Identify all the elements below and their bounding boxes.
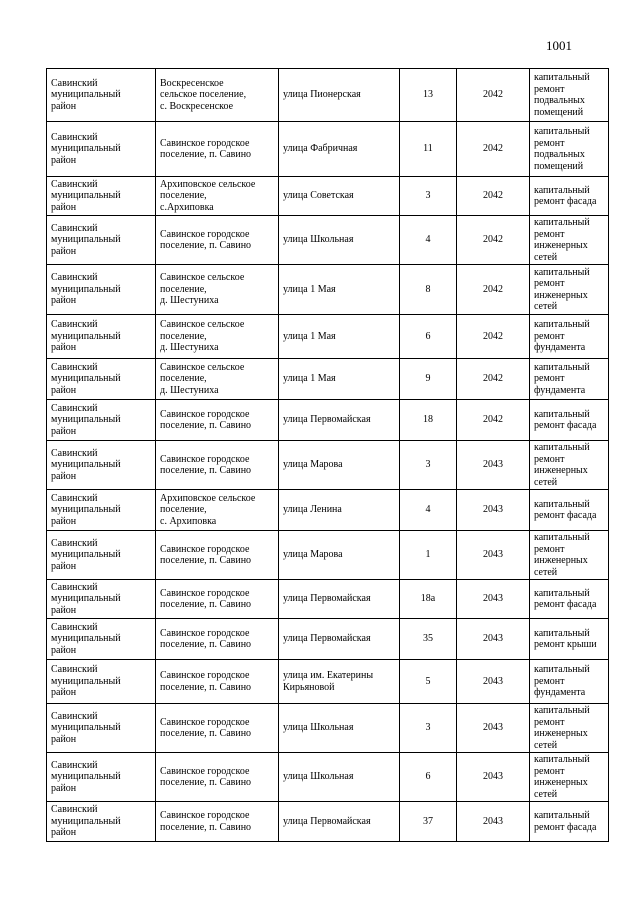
settlement-cell (156, 580, 279, 619)
settlement-line: поселение, п. Савино (160, 599, 252, 610)
district-line: муниципальный (51, 414, 121, 426)
district-cell (47, 359, 156, 400)
street-cell (279, 122, 400, 177)
year-cell: 2042 (457, 69, 530, 122)
district-line: Савинский (51, 759, 98, 771)
work-type-line: капитальный (534, 705, 590, 716)
district-cell (47, 704, 156, 753)
street-cell (279, 704, 400, 753)
settlement-cell (156, 400, 279, 441)
district-line: муниципальный (51, 593, 121, 605)
settlement-line: поселение, (160, 283, 207, 295)
table-row (47, 802, 609, 842)
district-line: Савинский (51, 402, 98, 414)
settlement-line: Воскресенское (160, 77, 224, 89)
street-line: улица Ленина (283, 504, 342, 516)
work-type-line: фундамента (534, 342, 586, 354)
table-row (47, 69, 609, 122)
district-line: Савинский (51, 621, 98, 633)
settlement-cell (156, 531, 279, 580)
work-type-line: помещений (534, 106, 584, 118)
district-line: Савинский (51, 222, 98, 234)
settlement-line: Савинское городское (160, 765, 250, 777)
settlement-line: поселение, (160, 330, 207, 342)
work-type-line: ремонт (534, 137, 565, 149)
work-type-line: ремонт (534, 765, 565, 777)
settlement-cell (156, 441, 279, 490)
work-type-line: инженерных (534, 777, 588, 788)
street-line: улица Фабричная (283, 143, 358, 155)
settlement-cell (156, 265, 279, 315)
street-line: улица 1 Мая (283, 330, 336, 342)
settlement-line: д. Шестуниха (160, 384, 219, 396)
street-cell (279, 69, 400, 122)
settlement-line: Савинское городское (160, 627, 250, 639)
work-type-cell (530, 531, 609, 580)
district-cell (47, 69, 156, 122)
work-type-line: капитальный (534, 217, 590, 228)
year-cell: 2043 (457, 802, 530, 842)
district-line: район (51, 782, 77, 794)
work-type-cell (530, 265, 609, 315)
settlement-line: Савинское городское (160, 670, 250, 681)
table-row (47, 315, 609, 359)
settlement-cell (156, 490, 279, 531)
district-cell (47, 400, 156, 441)
work-type-line: ремонт (534, 83, 565, 95)
work-type-line: капитальный (534, 532, 590, 543)
house-number-cell: 18 (400, 400, 457, 441)
work-type-line: ремонт (534, 716, 565, 728)
settlement-cell (156, 122, 279, 177)
district-cell (47, 580, 156, 619)
work-type-cell (530, 216, 609, 265)
district-cell (47, 531, 156, 580)
settlement-line: поселение, п. Савино (160, 639, 252, 650)
district-line: Савинский (51, 131, 98, 143)
work-type-line: фундамента (534, 384, 586, 396)
street-cell (279, 359, 400, 400)
district-line: район (51, 604, 77, 616)
house-number-cell: 3 (400, 441, 457, 490)
settlement-cell (156, 619, 279, 660)
year-cell: 2042 (457, 177, 530, 216)
settlement-cell (156, 660, 279, 704)
district-line: Савинский (51, 447, 98, 459)
district-line: район (51, 733, 77, 745)
street-line: улица Советская (283, 190, 354, 202)
street-cell (279, 531, 400, 580)
district-line: Савинский (51, 581, 98, 593)
settlement-line: сельское поселение, (160, 89, 247, 101)
settlement-line: поселение, п. Савино (160, 728, 252, 739)
work-type-cell (530, 580, 609, 619)
work-type-cell (530, 619, 609, 660)
work-type-line: сетей (534, 566, 558, 578)
year-cell: 2043 (457, 441, 530, 490)
settlement-line: поселение, п. Савино (160, 240, 252, 251)
district-line: муниципальный (51, 190, 121, 202)
district-line: Савинский (51, 319, 98, 331)
table-row (47, 580, 609, 619)
work-type-line: ремонт (534, 278, 565, 289)
settlement-line: поселение, (160, 373, 207, 385)
settlement-line: поселение, п. Савино (160, 821, 252, 833)
house-number-cell: 5 (400, 660, 457, 704)
settlement-line: Савинское городское (160, 587, 250, 599)
work-type-line: инженерных (534, 289, 588, 301)
district-line: Савинский (51, 361, 98, 373)
district-line: муниципальный (51, 89, 121, 101)
district-line: муниципальный (51, 675, 121, 687)
settlement-line: с. Воскресенское (160, 100, 234, 112)
table-row (47, 704, 609, 753)
settlement-cell (156, 753, 279, 802)
settlement-line: д. Шестуниха (160, 342, 219, 354)
year-cell: 2042 (457, 315, 530, 359)
street-cell (279, 802, 400, 842)
house-number-cell: 37 (400, 802, 457, 842)
settlement-line: Архиповское сельское (160, 178, 256, 190)
work-type-line: подвальных (534, 149, 585, 160)
district-line: Савинский (51, 77, 98, 89)
repair-schedule-table (46, 68, 609, 842)
work-type-cell (530, 441, 609, 490)
year-cell: 2043 (457, 531, 530, 580)
settlement-cell (156, 177, 279, 216)
settlement-line: Савинское городское (160, 716, 250, 728)
district-cell (47, 660, 156, 704)
district-line: Савинский (51, 178, 98, 190)
work-type-cell (530, 69, 609, 122)
house-number-cell: 3 (400, 177, 457, 216)
table-row (47, 400, 609, 441)
settlement-line: с. Архиповка (160, 515, 217, 527)
street-line: улица 1 Мая (283, 283, 336, 295)
house-number-cell: 8 (400, 265, 457, 315)
street-line: улица Школьная (283, 234, 354, 246)
house-number-cell: 11 (400, 122, 457, 177)
work-type-line: ремонт фасада (534, 510, 597, 521)
district-line: район (51, 687, 77, 699)
settlement-line: Савинское сельское (160, 361, 245, 373)
district-line: муниципальный (51, 330, 121, 342)
district-line: муниципальный (51, 633, 121, 645)
table-row (47, 660, 609, 704)
year-cell: 2042 (457, 216, 530, 265)
house-number-cell: 1 (400, 531, 457, 580)
work-type-line: капитальный (534, 627, 590, 639)
district-line: район (51, 154, 77, 166)
house-number-cell: 35 (400, 619, 457, 660)
year-cell: 2043 (457, 660, 530, 704)
work-type-line: капитальный (534, 810, 590, 821)
house-number-cell: 13 (400, 69, 457, 122)
street-cell (279, 265, 400, 315)
settlement-cell (156, 704, 279, 753)
settlement-line: Савинское городское (160, 137, 250, 149)
year-cell: 2042 (457, 400, 530, 441)
table-body (47, 69, 609, 842)
work-type-cell (530, 122, 609, 177)
district-line: муниципальный (51, 771, 121, 783)
work-type-line: капитальный (534, 587, 590, 599)
work-type-line: капитальный (534, 442, 590, 453)
settlement-cell (156, 359, 279, 400)
district-line: муниципальный (51, 283, 121, 295)
year-cell: 2043 (457, 753, 530, 802)
district-cell (47, 619, 156, 660)
district-cell (47, 315, 156, 359)
street-line: улица Школьная (283, 722, 354, 734)
table-row (47, 490, 609, 531)
work-type-line: капитальный (534, 266, 590, 278)
year-cell: 2043 (457, 619, 530, 660)
work-type-line: капитальный (534, 126, 590, 137)
district-cell (47, 753, 156, 802)
district-line: район (51, 470, 77, 482)
street-cell (279, 315, 400, 359)
table-row (47, 177, 609, 216)
district-line: муниципальный (51, 143, 121, 155)
work-type-line: ремонт фасада (534, 420, 597, 431)
work-type-cell (530, 315, 609, 359)
street-line: улица Первомайская (283, 414, 371, 426)
house-number-cell: 4 (400, 216, 457, 265)
street-line: улица Первомайская (283, 815, 371, 827)
settlement-cell (156, 69, 279, 122)
district-line: муниципальный (51, 234, 121, 246)
year-cell: 2042 (457, 265, 530, 315)
district-cell (47, 490, 156, 531)
table-row (47, 441, 609, 490)
year-cell: 2043 (457, 704, 530, 753)
work-type-line: капитальный (534, 664, 590, 676)
settlement-line: д. Шестуниха (160, 295, 219, 307)
street-line: улица Первомайская (283, 633, 371, 645)
street-cell (279, 441, 400, 490)
page-number: 1001 (546, 38, 572, 53)
work-type-line: капитальный (534, 319, 590, 331)
work-type-line: ремонт (534, 543, 565, 555)
street-line: улица Первомайская (283, 593, 371, 605)
work-type-cell (530, 400, 609, 441)
district-line: муниципальный (51, 815, 121, 827)
street-cell (279, 177, 400, 216)
house-number-cell: 4 (400, 490, 457, 531)
work-type-line: капитальный (534, 184, 590, 196)
work-type-line: фундамента (534, 687, 586, 699)
district-cell (47, 265, 156, 315)
work-type-line: инженерных (534, 240, 588, 251)
street-line: улица Марова (283, 549, 343, 561)
house-number-cell: 6 (400, 315, 457, 359)
district-line: муниципальный (51, 549, 121, 561)
work-type-line: инженерных (534, 555, 588, 566)
work-type-line: ремонт (534, 675, 565, 687)
table-row (47, 531, 609, 580)
district-line: район (51, 827, 77, 839)
work-type-line: подвальных (534, 95, 585, 106)
street-cell (279, 619, 400, 660)
district-line: муниципальный (51, 722, 121, 734)
settlement-line: с.Архиповка (160, 201, 214, 213)
district-line: район (51, 245, 77, 257)
work-type-line: ремонт (534, 373, 565, 385)
street-line: улица Школьная (283, 771, 354, 783)
work-type-line: ремонт (534, 228, 565, 240)
settlement-line: Савинское городское (160, 810, 250, 821)
settlement-line: поселение, (160, 190, 207, 202)
district-line: Савинский (51, 710, 98, 722)
house-number-cell: 9 (400, 359, 457, 400)
settlement-line: поселение, п. Савино (160, 149, 252, 160)
work-type-cell (530, 802, 609, 842)
district-line: район (51, 515, 77, 527)
table-row (47, 265, 609, 315)
district-line: Савинский (51, 272, 98, 284)
district-line: район (51, 295, 77, 307)
district-line: район (51, 425, 77, 437)
work-type-line: ремонт (534, 453, 565, 465)
work-type-line: капитальный (534, 72, 590, 83)
settlement-line: Савинское городское (160, 408, 250, 420)
settlement-cell (156, 315, 279, 359)
table-row (47, 216, 609, 265)
table-row (47, 122, 609, 177)
settlement-line: поселение, п. Савино (160, 420, 252, 431)
district-line: район (51, 644, 77, 656)
district-cell (47, 122, 156, 177)
table-row (47, 359, 609, 400)
street-line: улица Пионерская (283, 89, 361, 101)
work-type-line: сетей (534, 788, 558, 800)
settlement-cell (156, 802, 279, 842)
work-type-line: ремонт фасада (534, 599, 597, 610)
work-type-line: инженерных (534, 728, 588, 739)
settlement-cell (156, 216, 279, 265)
street-cell (279, 580, 400, 619)
district-line: муниципальный (51, 373, 121, 385)
street-line: улица Марова (283, 459, 343, 471)
year-cell: 2042 (457, 359, 530, 400)
work-type-cell (530, 490, 609, 531)
work-type-line: капитальный (534, 498, 590, 510)
work-type-cell (530, 704, 609, 753)
district-cell (47, 441, 156, 490)
work-type-line: сетей (534, 301, 558, 312)
work-type-cell (530, 753, 609, 802)
street-cell (279, 400, 400, 441)
district-line: Савинский (51, 804, 98, 816)
work-type-line: сетей (534, 476, 558, 488)
street-line: улица 1 Мая (283, 373, 336, 385)
street-cell (279, 660, 400, 704)
district-line: муниципальный (51, 504, 121, 516)
work-type-line: капитальный (534, 361, 590, 373)
settlement-line: Савинское городское (160, 543, 250, 555)
street-cell (279, 490, 400, 531)
settlement-line: поселение, п. Савино (160, 777, 252, 788)
work-type-line: ремонт фасада (534, 196, 597, 207)
year-cell: 2042 (457, 122, 530, 177)
work-type-line: ремонт крыши (534, 639, 597, 650)
settlement-line: Савинское городское (160, 453, 250, 465)
table-row (47, 619, 609, 660)
district-line: Савинский (51, 492, 98, 504)
house-number-cell: 3 (400, 704, 457, 753)
district-cell (47, 216, 156, 265)
work-type-line: сетей (534, 251, 558, 263)
year-cell: 2043 (457, 490, 530, 531)
settlement-line: поселение, п. Савино (160, 681, 252, 693)
table-row (47, 753, 609, 802)
settlement-line: поселение, п. Савино (160, 555, 252, 566)
settlement-line: поселение, (160, 504, 207, 516)
district-line: район (51, 100, 77, 112)
street-cell (279, 753, 400, 802)
settlement-line: Савинское сельское (160, 272, 245, 284)
district-line: район (51, 201, 77, 213)
settlement-line: поселение, п. Савино (160, 465, 252, 476)
district-line: район (51, 560, 77, 572)
work-type-line: ремонт фасада (534, 821, 597, 833)
street-line: улица им. Екатерины (283, 670, 374, 681)
work-type-cell (530, 359, 609, 400)
work-type-line: капитальный (534, 754, 590, 765)
street-cell (279, 216, 400, 265)
district-line: муниципальный (51, 459, 121, 471)
work-type-line: капитальный (534, 408, 590, 420)
house-number-cell: 6 (400, 753, 457, 802)
house-number-cell: 18а (400, 580, 457, 619)
settlement-line: Архиповское сельское (160, 492, 256, 504)
work-type-line: инженерных (534, 465, 588, 476)
district-line: Савинский (51, 537, 98, 549)
district-line: район (51, 342, 77, 354)
work-type-line: сетей (534, 739, 558, 751)
district-line: район (51, 384, 77, 396)
settlement-line: Савинское сельское (160, 319, 245, 331)
work-type-cell (530, 177, 609, 216)
work-type-line: помещений (534, 160, 584, 172)
street-line: Кирьяновой (283, 681, 335, 693)
district-cell (47, 177, 156, 216)
year-cell: 2043 (457, 580, 530, 619)
work-type-line: ремонт (534, 330, 565, 342)
settlement-line: Савинское городское (160, 228, 250, 240)
work-type-cell (530, 660, 609, 704)
district-line: Савинский (51, 664, 98, 676)
district-cell (47, 802, 156, 842)
